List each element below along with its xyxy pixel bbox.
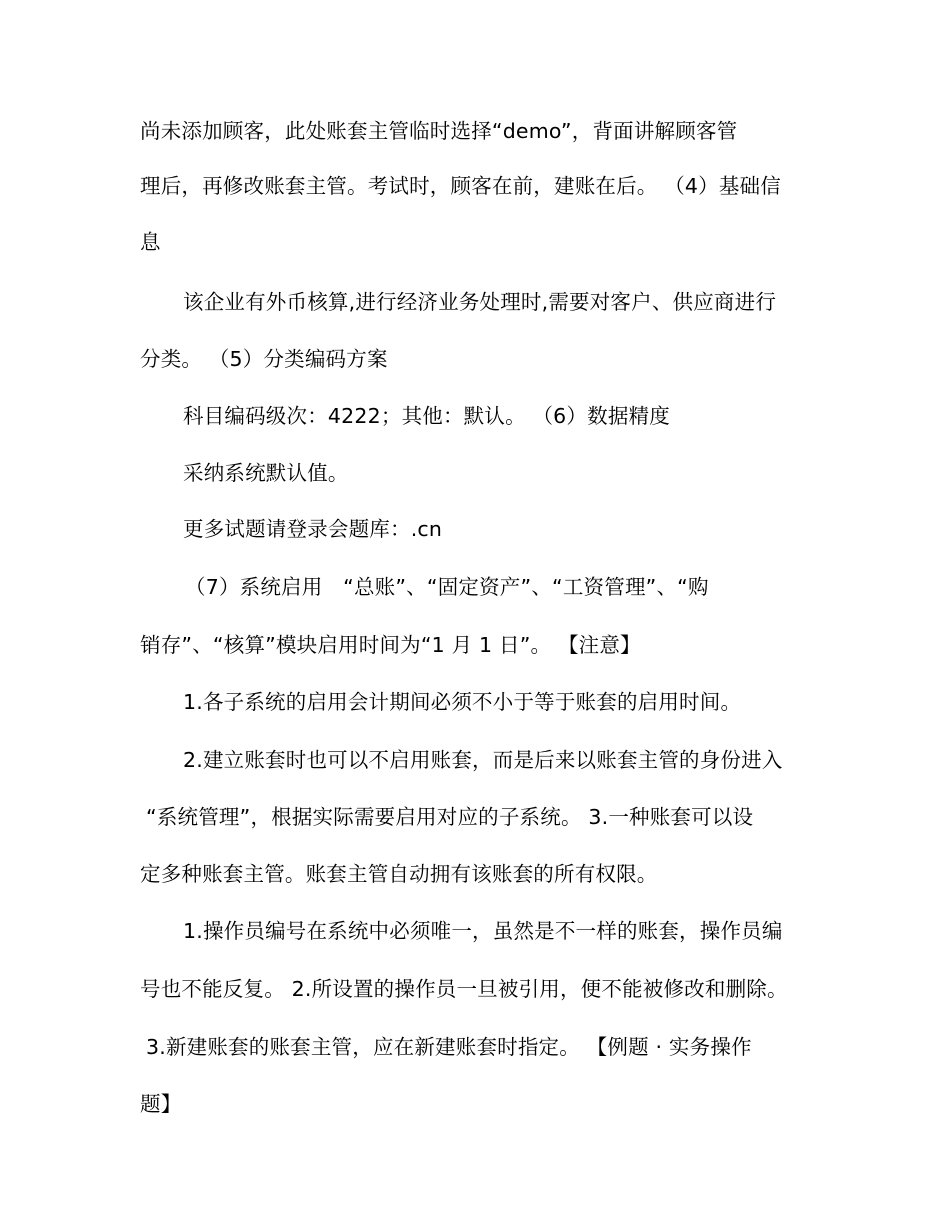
text-line: 科目编码级次：4222；其他：默认。 （6）数据精度 xyxy=(183,404,670,428)
text-line: 更多试题请登录会题库：.cn xyxy=(183,517,443,541)
text-line: 3.新建账套的账套主管，应在新建账套时指定。 【例题 · 实务操作 xyxy=(146,1035,752,1059)
text-line: 号也不能反复。 2.所设置的操作员一旦被引用，便不能被修改和删除。 xyxy=(140,977,788,1001)
text-line: 题】 xyxy=(140,1092,182,1116)
text-line: 采纳系统默认值。 xyxy=(183,461,349,485)
text-line: 该企业有外币核算,进行经济业务处理时,需要对客户、供应商进行 xyxy=(183,290,777,314)
text-line: 1.操作员编号在系统中必须唯一，虽然是不一样的账套，操作员编 xyxy=(183,919,783,943)
text-line: “系统管理”，根据实际需要启用对应的子系统。 3.一种账套可以设 xyxy=(146,805,754,829)
text-line: 分类。 （5）分类编码方案 xyxy=(140,347,388,371)
text-line: 2.建立账套时也可以不启用账套，而是后来以账套主管的身份进入 xyxy=(183,748,783,772)
text-line: 理后，再修改账套主管。考试时，顾客在前，建账在后。 （4）基础信 xyxy=(140,174,781,198)
text-line: 定多种账套主管。账套主管自动拥有该账套的所有权限。 xyxy=(140,862,658,886)
text-line: （7）系统启用 “总账”、“固定资产”、“工资管理”、“购 xyxy=(185,575,709,599)
text-line: 息 xyxy=(140,230,161,254)
text-line: 尚未添加顾客，此处账套主管临时选择“demo”，背面讲解顾客管 xyxy=(140,119,738,143)
text-line: 1.各子系统的启用会计期间必须不小于等于账套的启用时间。 xyxy=(183,690,742,714)
text-line: 销存”、“核算”模块启用时间为“1 月 1 日”。 【注意】 xyxy=(140,633,641,657)
